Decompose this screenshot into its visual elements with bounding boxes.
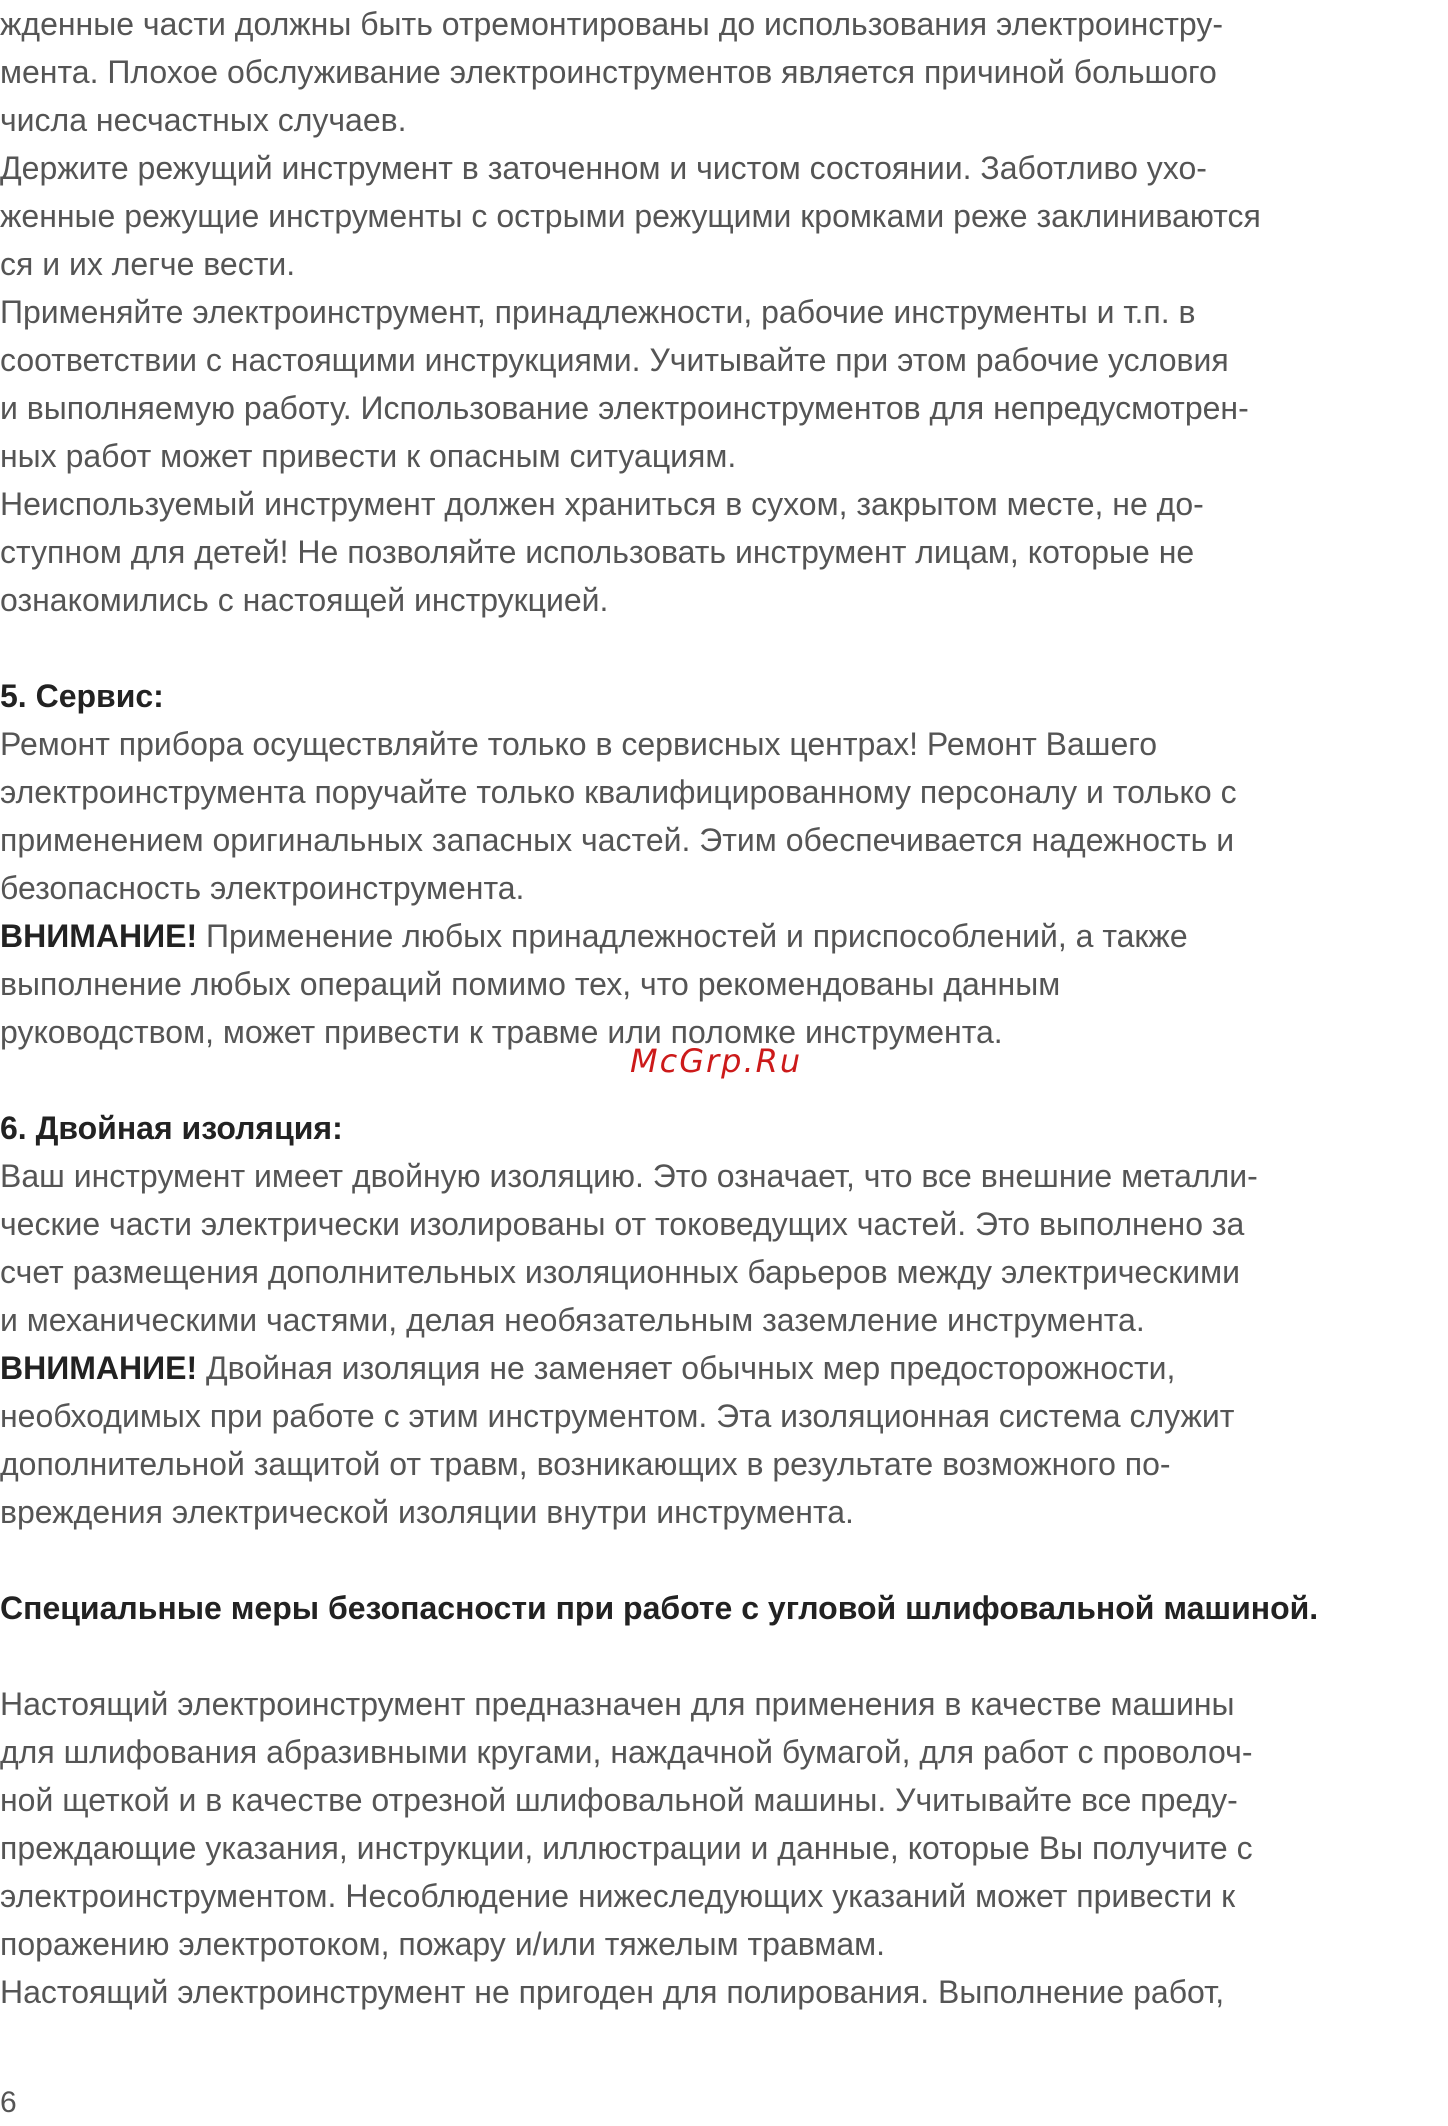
text-line: ступном для детей! Не позволяйте использовать инструмент лицам, которые не	[0, 534, 1195, 570]
text-line: поражению электротоком, пожару и/или тяжелым травмам.	[0, 1926, 886, 1962]
text-line: мента. Плохое обслуживание электроинструментов является причиной большого	[0, 54, 1217, 90]
spacer	[0, 624, 1440, 672]
text-line: электроинструментом. Несоблюдение нижеследующих указаний может привести к	[0, 1878, 1236, 1914]
warning-label: ВНИМАНИЕ!	[0, 918, 198, 954]
text-line: Держите режущий инструмент в заточенном и чистом состоянии. Заботливо ухо-	[0, 150, 1207, 186]
warning-text: Применение любых принадлежностей и приспособлений, а также	[197, 918, 1188, 954]
text-line: Применяйте электроинструмент, принадлежности, рабочие инструменты и т.п. в	[0, 294, 1196, 330]
text-line: преждающие указания, инструкции, иллюстрации и данные, которые Вы получите с	[0, 1830, 1253, 1866]
text-line: применением оригинальных запасных частей. Этим обеспечивается надежность и	[0, 822, 1235, 858]
warning-line	[0, 1344, 1440, 1392]
spacer	[0, 1536, 1440, 1584]
text-line: Неиспользуемый инструмент должен храниться в сухом, закрытом месте, не до-	[0, 486, 1204, 522]
insulation-section	[0, 1104, 1440, 1536]
warning-text: Двойная изоляция не заменяет обычных мер предосторожности,	[197, 1350, 1176, 1386]
text-line: руководством, может привести к травме или поломке инструмента.	[0, 1014, 1003, 1050]
text-line: жденные части должны быть отремонтированы до использования электроинстру-	[0, 6, 1223, 42]
text-line: вреждения электрической изоляции внутри инструмента.	[0, 1494, 854, 1530]
text-line: женные режущие инструменты с острыми режущими кромками реже заклиниваются	[0, 198, 1261, 234]
section-heading-special: Специальные меры безопасности при работе с угловой шлифовальной машиной.	[0, 1590, 1319, 1626]
text-line: ся и их легче вести.	[0, 246, 296, 282]
warning-line	[0, 912, 1440, 960]
text-line: дополнительной защитой от травм, возникающих в результате возможного по-	[0, 1446, 1171, 1482]
text-line: выполнение любых операций помимо тех, что рекомендованы данным	[0, 966, 1061, 1002]
text-line: числа несчастных случаев.	[0, 102, 407, 138]
text-line: и выполняемую работу. Использование электроинструментов для непредусмотрен-	[0, 390, 1249, 426]
warning-label: ВНИМАНИЕ!	[0, 1350, 198, 1386]
text-line: Настоящий электроинструмент не пригоден для полирования. Выполнение работ,	[0, 1974, 1225, 2010]
text-line: для шлифования абразивными кругами, наждачной бумагой, для работ с проволоч-	[0, 1734, 1253, 1770]
text-line: ознакомились с настоящей инструкцией.	[0, 582, 609, 618]
text-line: Ремонт прибора осуществляйте только в сервисных центрах! Ремонт Вашего	[0, 726, 1157, 762]
text-line: Настоящий электроинструмент предназначен для применения в качестве машины	[0, 1686, 1235, 1722]
spacer	[0, 1632, 1440, 1680]
service-section	[0, 672, 1440, 1056]
text-line: и механическими частями, делая необязательным заземление инструмента.	[0, 1302, 1145, 1338]
text-line: необходимых при работе с этим инструментом. Эта изоляционная система служит	[0, 1398, 1235, 1434]
text-line: соответствии с настоящими инструкциями. Учитывайте при этом рабочие условия	[0, 342, 1229, 378]
text-line: ческие части электрически изолированы от токоведущих частей. Это выполнено за	[0, 1206, 1245, 1242]
text-line: электроинструмента поручайте только квалифицированному персоналу и только с	[0, 774, 1237, 810]
text-line: ных работ может привести к опасным ситуациям.	[0, 438, 737, 474]
text-line: Ваш инструмент имеет двойную изоляцию. Это означает, что все внешние металли-	[0, 1158, 1258, 1194]
special-section	[0, 1584, 1440, 2016]
text-line: безопасность электроинструмента.	[0, 870, 525, 906]
text-line: счет размещения дополнительных изоляционных барьеров между электрическими	[0, 1254, 1240, 1290]
watermark: McGrp.Ru	[630, 1042, 803, 1080]
section-heading-insulation: 6. Двойная изоляция:	[0, 1110, 343, 1146]
section-heading-service: 5. Сервис:	[0, 678, 164, 714]
text-line: ной щеткой и в качестве отрезной шлифовальной машины. Учитывайте все преду-	[0, 1782, 1238, 1818]
intro-paragraphs	[0, 0, 1440, 624]
page-number: 6	[0, 2086, 17, 2119]
